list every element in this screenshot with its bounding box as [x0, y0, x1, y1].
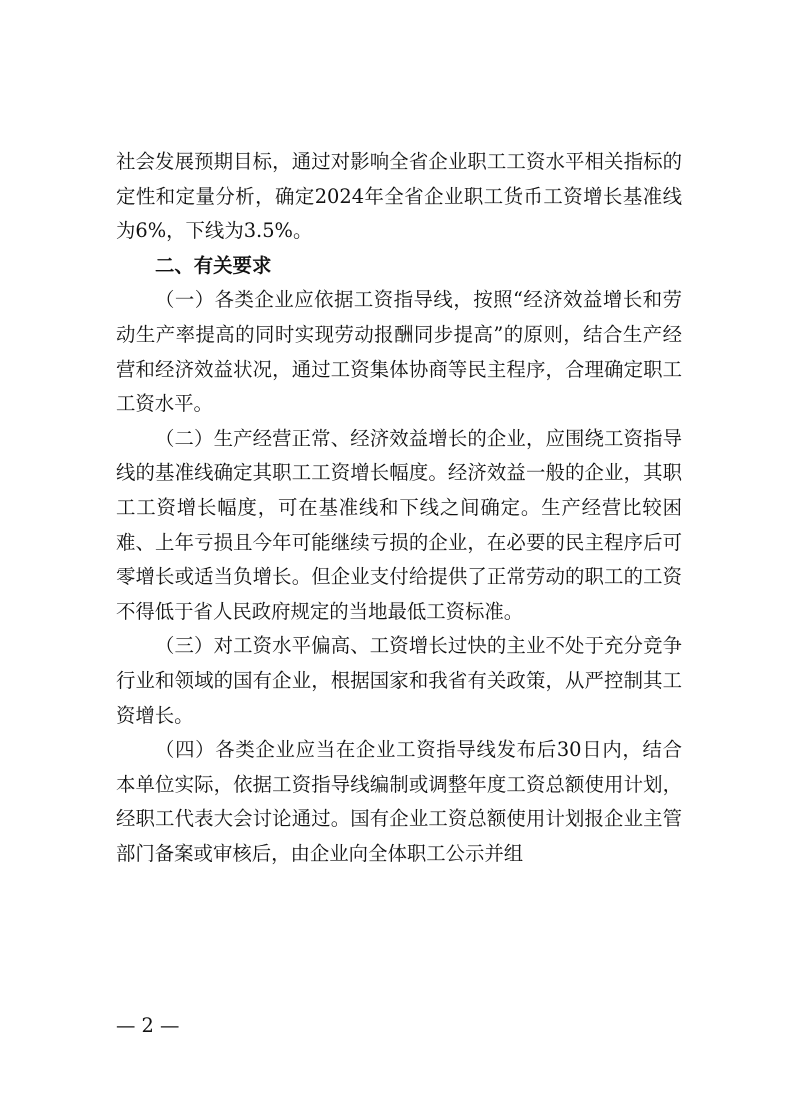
paragraph-requirement-2: （二）生产经营正常、经济效益增长的企业，应围绕工资指导线的基准线确定其职工工资增长幅度。经济效益一般的企业，其职工工资增长幅度，可在基准线和下线之间确定。生产经营比较困难、上年亏损且今年可能继续亏损的企业，在必要的民主程序后可零增长或适当负增长。但企业支付给提供了正常劳动的职工的工资不得低于省人民政府规定的当地最低工资标准。 — [116, 426, 682, 623]
page-number: — 2 — — [116, 1014, 180, 1037]
paragraph-requirement-1: （一）各类企业应依据工资指导线，按照“经济效益增长和劳动生产率提高的同时实现劳动报酬同步提高”的原则，结合生产经营和经济效益状况，通过工资集体协商等民主程序，合理确定职工工资水平。 — [116, 288, 682, 416]
paragraph-continuation: 社会发展预期目标，通过对影响全省企业职工工资水平相关指标的定性和定量分析，确定2024年全省企业职工货币工资增长基准线为6%，下线为3.5%。 — [116, 150, 682, 243]
paragraph-requirement-4: （四）各类企业应当在企业工资指导线发布后30日内，结合本单位实际，依据工资指导线编制或调整年度工资总额使用计划，经职工代表大会讨论通过。国有企业工资总额使用计划报企业主管部门备案或审核后，由企业向全体职工公示并组 — [116, 738, 682, 865]
document-body — [116, 145, 682, 871]
section-heading: 二、有关要求 — [155, 253, 272, 277]
paragraph-requirement-3: （三）对工资水平偏高、工资增长过快的主业不处于充分竞争行业和领域的国有企业，根据国家和我省有关政策，从严控制其工资增长。 — [116, 634, 682, 727]
